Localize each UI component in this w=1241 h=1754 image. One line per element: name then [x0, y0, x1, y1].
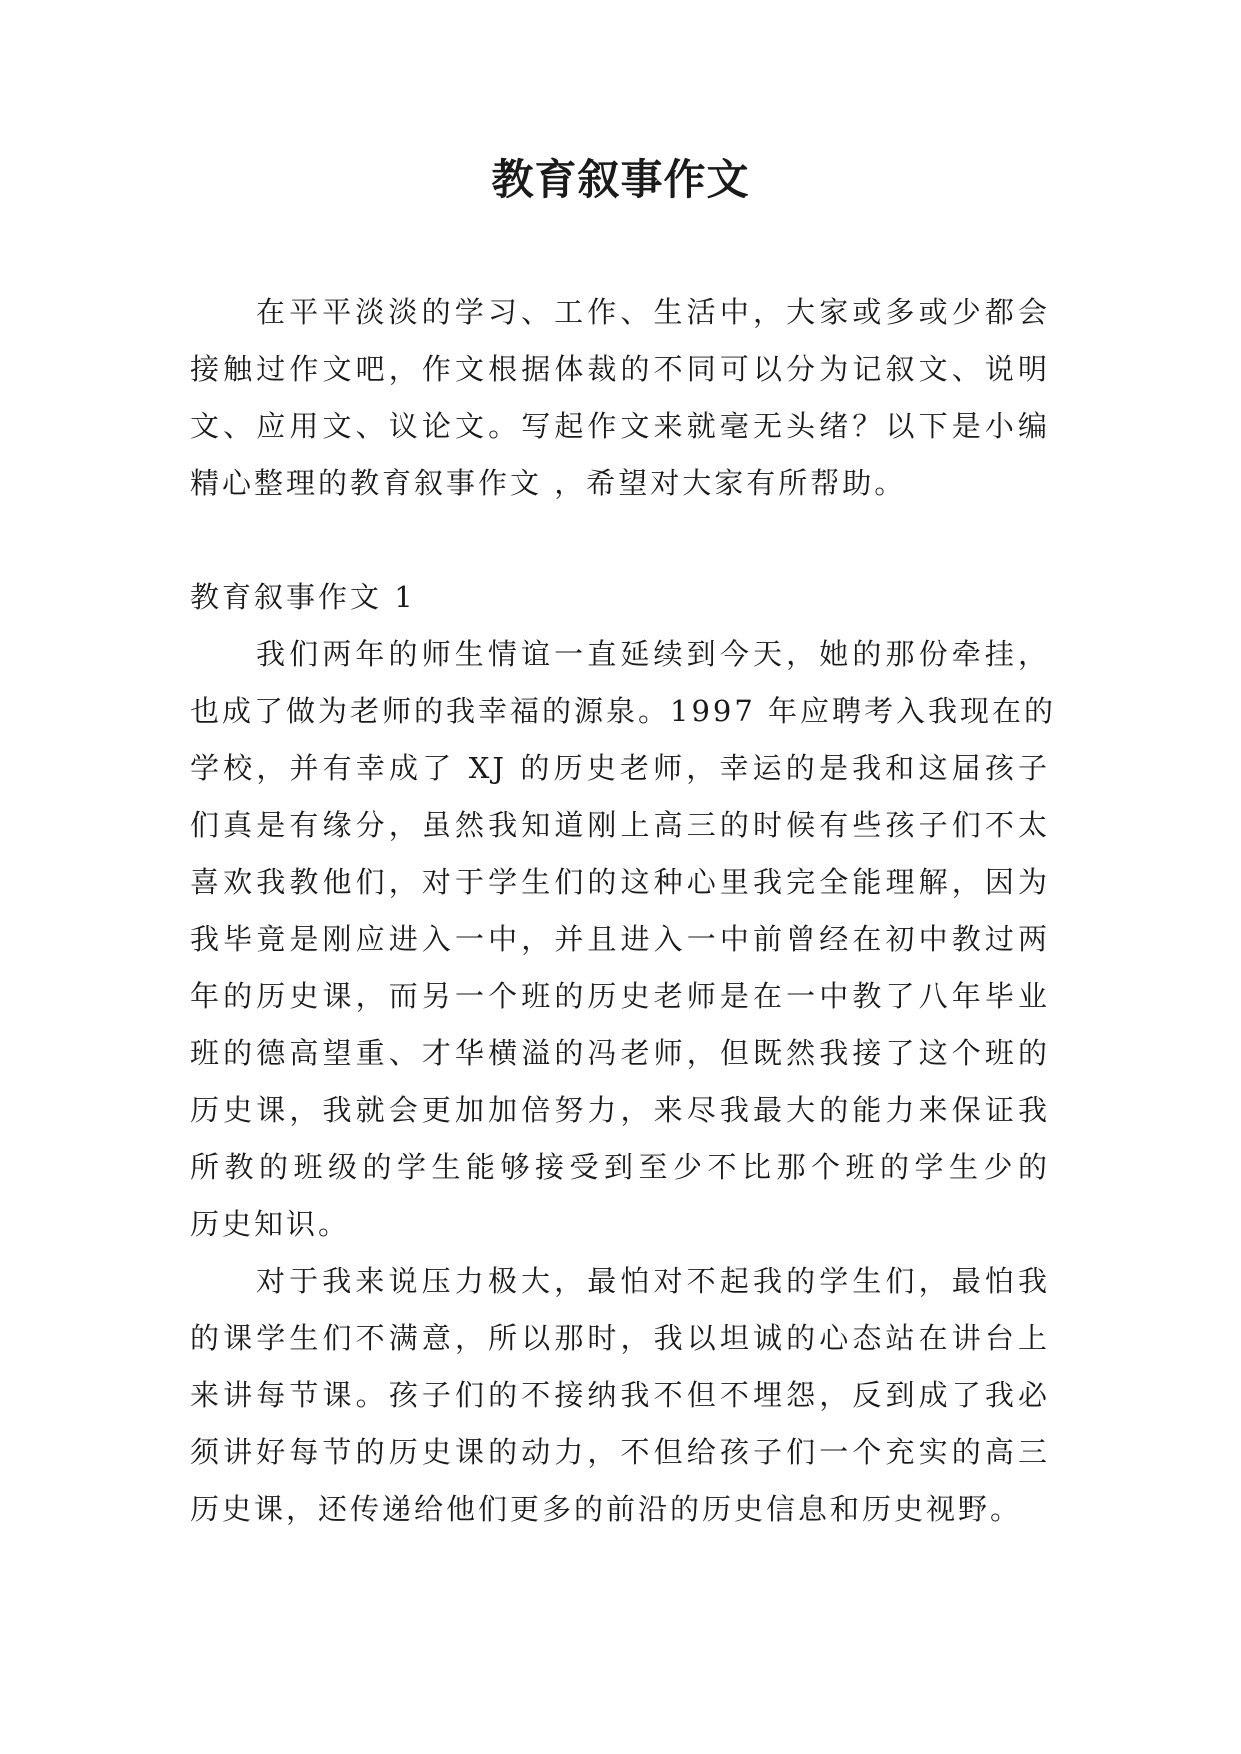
document-body [190, 284, 1057, 1538]
paragraph-line: 我毕竟是刚应进入一中，并且进入一中前曾经在初中教过两 [190, 922, 1050, 956]
document-title: 教育叙事作文 [491, 155, 750, 204]
body-paragraph-2 [190, 1253, 1050, 1538]
paragraph-gap [190, 512, 1050, 569]
paragraph-line: 们真是有缘分，虽然我知道刚上高三的时候有些孩子们不太 [190, 808, 1050, 842]
section-heading: 教育叙事作文 1 [190, 580, 416, 614]
paragraph-line: 历史知识。 [190, 1207, 351, 1241]
paragraph-line: 班的德高望重、才华横溢的冯老师，但既然我接了这个班的 [190, 1036, 1050, 1070]
paragraph-line: 学校，并有幸成了 XJ 的历史老师，幸运的是我和这届孩子 [190, 751, 1050, 785]
paragraph-line: 来讲每节课。孩子们的不接纳我不但不埋怨，反到成了我必 [190, 1378, 1050, 1412]
paragraph-line: 对于我来说压力极大，最怕对不起我的学生们，最怕我 [256, 1264, 1050, 1298]
paragraph-line: 历史课，我就会更加加倍努力，来尽我最大的能力来保证我 [190, 1093, 1050, 1127]
paragraph-line: 的课学生们不满意，所以那时，我以坦诚的心态站在讲台上 [190, 1321, 1050, 1355]
body-paragraph-1 [190, 626, 1057, 1253]
paragraph-line: 喜欢我教他们，对于学生们的这种心里我完全能理解，因为 [190, 865, 1050, 899]
intro-line: 接触过作文吧，作文根据体裁的不同可以分为记叙文、说明 [190, 352, 1050, 386]
intro-line: 在平平淡淡的学习、工作、生活中，大家或多或少都会 [256, 295, 1050, 329]
paragraph-line: 年的历史课，而另一个班的历史老师是在一中教了八年毕业 [190, 979, 1050, 1013]
paragraph-line: 须讲好每节的历史课的动力，不但给孩子们一个充实的高三 [190, 1435, 1050, 1469]
paragraph-line: 历史课，还传递给他们更多的前沿的历史信息和历史视野。 [190, 1492, 1023, 1526]
paragraph-line: 也成了做为老师的我幸福的源泉。1997 年应聘考入我现在的 [190, 694, 1057, 728]
paragraph-line: 我们两年的师生情谊一直延续到今天，她的那份牵挂， [256, 637, 1050, 671]
intro-paragraph [190, 284, 1050, 512]
intro-line: 精心整理的教育叙事作文 ，希望对大家有所帮助。 [190, 466, 907, 500]
intro-line: 文、应用文、议论文。写起作文来就毫无头绪？以下是小编 [190, 409, 1050, 443]
paragraph-line: 所教的班级的学生能够接受到至少不比那个班的学生少的 [190, 1150, 1050, 1184]
